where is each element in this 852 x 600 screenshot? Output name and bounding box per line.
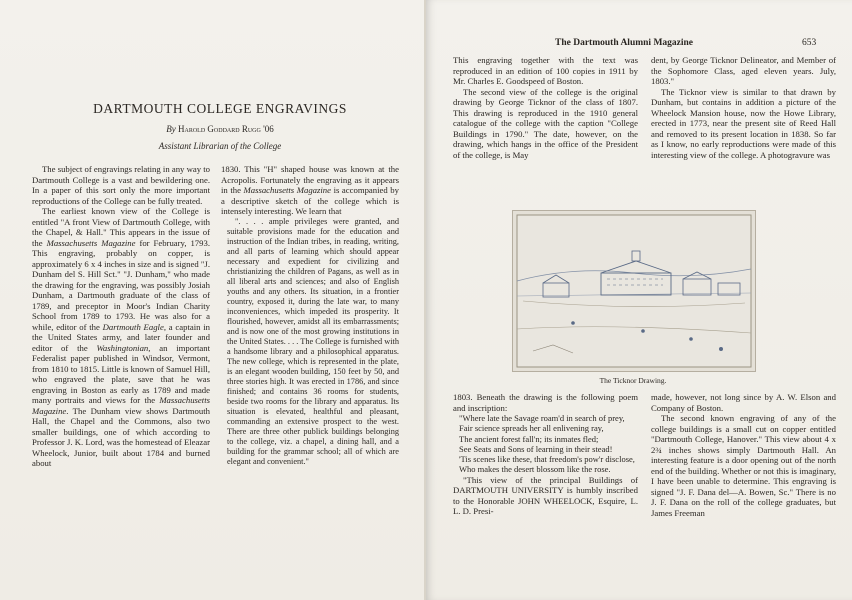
text-run: for February, 1793. This engraving, probably on copper, is approximately 6 x 4 inches in size and is signed "J. Dunham del S. Hill Sct." "J. Dunham," who made the drawing for the engraving, was possibly Josiah Dunham, a Dartmouth graduate of the class of 1789, and preceptor in Moor's Indian Charity School from 1789 to 1793. He was also for a while, editor of the (32, 237, 210, 332)
text-run: , a captain in the United States army, and later founder and editor of the (32, 321, 210, 353)
right-column-2-top (651, 55, 836, 160)
paragraph: dent, by George Ticknor Delineator, and Member of the Sophomore Class, aged eleven years. July, 1803." (651, 55, 836, 86)
poem-line: Fair science spreads her all enlivening ray, (459, 423, 604, 434)
italic-title: Massachusetts Magazine (32, 395, 210, 416)
italic-title: Dartmouth Eagle (102, 321, 164, 332)
ticknor-drawing-image (512, 210, 756, 372)
text-run: The subject of engravings relating in any way to Dartmouth College is a vast and bewildering one. In a paper of this sort only the more important reproductions of the College can be fully treated. (32, 164, 210, 206)
text-run: , an important Federalist paper published in Windsor, Vermont, from 1810 to 1815. Little is known of Samuel Hill, who engraved the plate, save that he was engraving in Boston as early as 1789 and made many portraits and views for the (32, 342, 210, 405)
right-column-2-bottom (651, 392, 836, 518)
article-byline (60, 124, 380, 134)
figure-caption: The Ticknor Drawing. (599, 376, 667, 385)
italic-title: Washingtonian (96, 342, 149, 353)
italic-title: Massachusetts Magazine (243, 185, 331, 195)
right-column-1-bottom (453, 392, 638, 517)
inscription: "This view of the principal Buildings of DARTMOUTH UNIVERSITY is humbly inscribed to the Honorable JOHN WHEELOCK, Esquire, L. L. D. Presi- (453, 474, 638, 517)
paragraph: The second view of the college is the original drawing by George Ticknor of the class of 1807. This drawing is reproduced in the 1910 general catalogue of the college with the caption "College Buildings in 1790." The date, however, on the drawing, which hangs in the office of the President of the college, is May (453, 86, 638, 160)
text-run: The earliest known view of the College is entitled "A front View of Dartmouth College, with the Chapel, & Hall." This appears in the issue of the (32, 206, 210, 248)
author-name: Harold Goddard Rugg '06 (178, 124, 274, 134)
paragraph (32, 164, 210, 206)
poem (459, 413, 638, 475)
text-run: 1830. This "H" shaped house was known at the Acropolis. Fortunately the engraving as it appears in the (221, 164, 399, 195)
poem-line: See Seats and Sons of learning in their stead! (459, 443, 613, 454)
article-title: DARTMOUTH COLLEGE ENGRAVINGS (93, 101, 347, 116)
paragraph: 1803. Beneath the drawing is the following poem and inscription: (453, 392, 638, 413)
paragraph (221, 164, 399, 217)
left-column-1 (32, 164, 210, 469)
paragraph: The second known engraving of any of the college buildings is a small cut on copper entitled "Dartmouth College, Hanover." This view about 4 x 2¾ inches shows simply Dartmouth Hall. An interesting feature is a door opening out of the north end of the building. Whether or not this is imaginary, I have been unable to determine. This engraving is signed "J. F. Dana del—A. Bowen, Sc." There is no J. F. Dana on the roll of the college graduates, but James Freeman (651, 413, 836, 518)
italic-title: Massachusetts Magazine (46, 237, 136, 248)
paragraph: The Ticknor view is similar to that drawn by Dunham, but contains in addition a picture of the Wheelock Mansion house, now the Howe Library, erected in 1773, near the present site of Reed Hall and removed to its present location in 1838. So far as I know, no early reproductions were made of this interesting view of the college. A photogravure was (651, 86, 836, 160)
magazine-quote: ". . . . ample privileges were granted, and suitable provisions made for the education and instruction of the Indian tribes, in reading, writing, and all parts of learning which should appear necessary and expedient for civilizing and christianizing the children of Pagans, as well as in all liberal arts and sciences; and also of English youths and any others. Its situation, in a frontier country, exposed it, during the late war, to many inconveniences, which impeded its prosperity. It flourished, however, amidst all its embarrassments; and is now one of the most growing institutions in the United States. . . . The College is furnished with a handsome library and a philosophical apparatus. The new college, which is represented in the plate, is an elegant wooden building, 150 feet by 50, and three stories high. It was erected in 1786, and since finished; and contains 36 rooms for students, beside two rooms for the library and apparatus. Its situation is elevated, healthful and pleasant, commanding an extensive prospect to the west. There are three other publick buildings belonging to the college, viz. a chapel, a dining hall, and a building for the grammar school; all of which are elegant and convenient." (227, 216, 399, 466)
poem-line: "Where late the Savage roam'd in search of prey, (459, 413, 625, 423)
paragraph: This engraving together with the text was reproduced in an edition of 100 copies in 1911 by Mr. Charles E. Goodspeed of Boston. (453, 55, 638, 86)
byline-prefix: By (166, 124, 179, 134)
paragraph (32, 206, 210, 469)
poem-line: Who makes the desert blossom like the rose. (459, 464, 611, 475)
paragraph: made, however, not long since by A. W. Elson and Company of Boston. (651, 392, 836, 413)
running-head: The Dartmouth Alumni Magazine (555, 38, 694, 48)
page-number: 653 (802, 38, 817, 48)
ticknor-drawing-sketch (513, 211, 755, 371)
right-column-1-top (453, 55, 638, 160)
poem-line: 'Tis scenes like these, that freedom's pow'r disclose, (459, 454, 635, 465)
poem-line: The ancient forest fall'n; its inmates fled; (459, 433, 599, 444)
text-run: . The Dunham view shows Dartmouth Hall, the Chapel and the Commons, also two smaller buildings, one of which according to Professor J. K. Lord, was the homestead of Eleazar Wheelock, Junior, built about 1784 and burned about (32, 405, 210, 468)
text-run: is accompanied by a descriptive sketch of the college which is intensely interesting. We learn that (221, 185, 399, 216)
author-title: Assistant Librarian of the College (158, 141, 282, 151)
left-column-2 (221, 164, 399, 467)
